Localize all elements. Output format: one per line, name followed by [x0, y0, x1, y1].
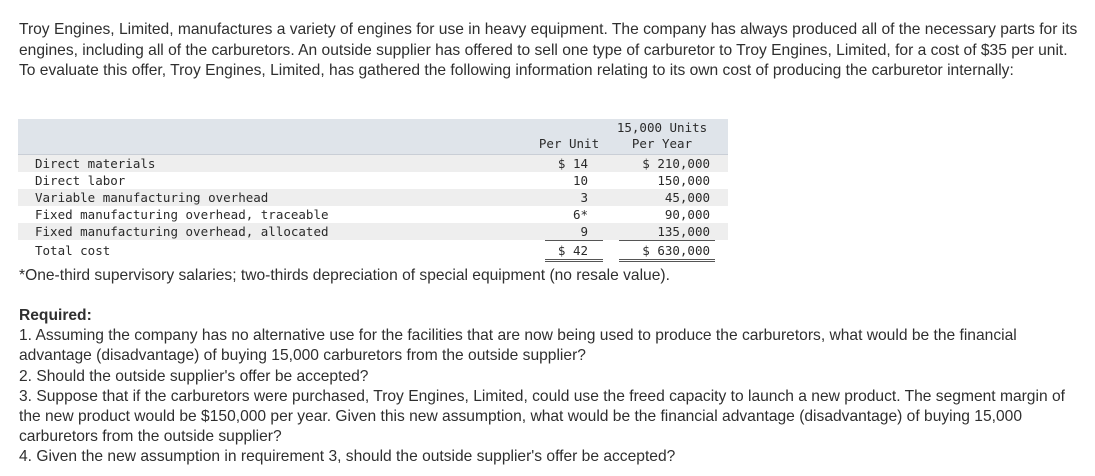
row-per-year: 135,000	[657, 224, 710, 239]
row-per-unit: 3	[580, 190, 588, 205]
requirement-item: 4. Given the new assumption in requirement 3, should the outside supplier's offer be accepted?	[19, 448, 676, 466]
table-row	[18, 172, 728, 189]
row-label: Fixed manufacturing overhead, traceable	[35, 207, 329, 222]
total-per-year: $ 630,000	[642, 243, 710, 258]
requirement-item: 1. Assuming the company has no alternative use for the facilities that are now being used to produce the carburetors, what would be the financial advantage (disadvantage) of buying 15,000 carburetors from the outside supplier?	[19, 327, 1017, 365]
header-per-year-line1: 15,000 Units	[616, 120, 708, 135]
table-row	[18, 155, 728, 172]
row-per-year: 90,000	[664, 207, 710, 222]
table-footnote: *One-third supervisory salaries; two-thirds depreciation of special equipment (no resale value).	[19, 267, 670, 284]
header-per-year-line2: Per Year	[631, 136, 693, 151]
table-header	[18, 119, 728, 155]
required-section	[19, 306, 1084, 468]
row-label: Variable manufacturing overhead	[35, 190, 269, 205]
row-label: Fixed manufacturing overhead, allocated	[35, 224, 329, 239]
row-per-year: $ 210,000	[642, 156, 710, 171]
requirement-item: 2. Should the outside supplier's offer be accepted?	[19, 367, 369, 385]
subtotal-rule-unit	[545, 240, 603, 241]
table-row	[18, 223, 728, 240]
row-per-unit: $ 14	[557, 156, 588, 171]
total-double-rule-year	[619, 259, 715, 262]
total-label: Total cost	[35, 243, 111, 258]
required-heading: Required:	[19, 307, 92, 324]
row-per-unit: 10	[572, 173, 588, 188]
total-per-unit: $ 42	[557, 243, 588, 258]
table-total-row	[18, 240, 728, 262]
table-row	[18, 206, 728, 223]
problem-intro: Troy Engines, Limited, manufactures a variety of engines for use in heavy equipment. The company has always produced all of the necessary parts for its engines, including all of the carburetors. An outside supplier has offered to sell one type of carburetor to Troy Engines, Limited, for a cost of $35 per unit. To evaluate this offer, Troy Engines, Limited, has gathered the following information relating to its own cost of producing the carburetor internally:	[19, 21, 1078, 79]
row-label: Direct labor	[35, 173, 126, 188]
row-per-unit: 9	[580, 224, 588, 239]
total-double-rule-unit	[545, 259, 603, 262]
requirement-item: 3. Suppose that if the carburetors were purchased, Troy Engines, Limited, could use the freed capacity to launch a new product. The segment margin of the new product would be $150,000 per year. Given this new assumption, what would be the financial advantage (disadvantage) of buying 15,000 carburetors from the outside supplier?	[19, 387, 1065, 446]
row-per-unit: 6*	[572, 207, 588, 222]
table-row	[18, 189, 728, 206]
row-per-year: 150,000	[657, 173, 710, 188]
subtotal-rule-year	[619, 240, 715, 241]
row-per-year: 45,000	[664, 190, 710, 205]
cost-table	[18, 119, 728, 262]
row-label: Direct materials	[35, 156, 156, 171]
header-per-unit: Per Unit	[538, 136, 600, 151]
